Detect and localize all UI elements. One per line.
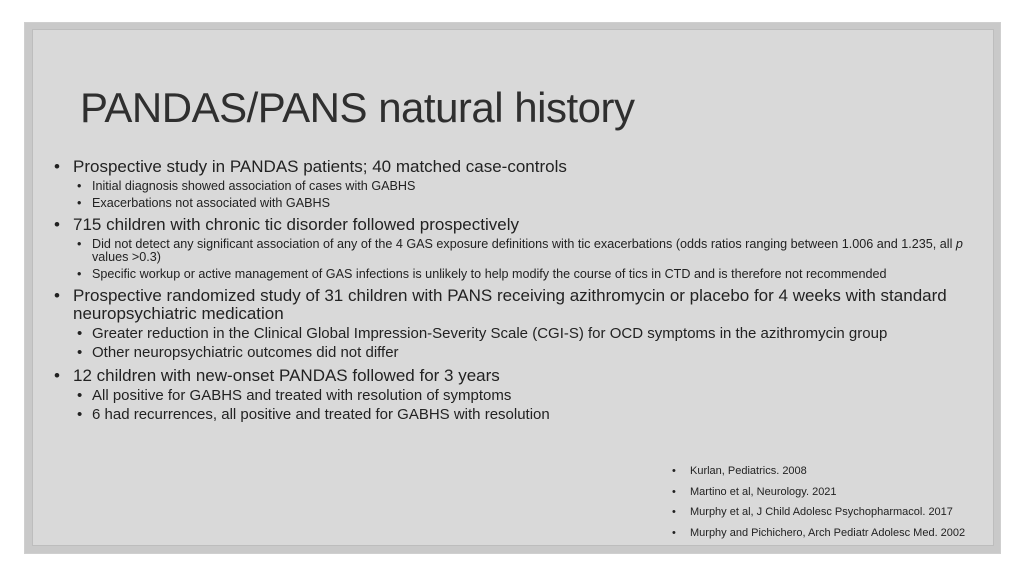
bullet-dot: • <box>54 215 60 234</box>
sub-bullet-text-part: values >0.3) <box>92 250 161 264</box>
sub-bullet-text: Other neuropsychiatric outcomes did not differ <box>92 344 399 361</box>
sub-bullet-text: Exacerbations not associated with GABHS <box>92 196 331 210</box>
sub-bullet-dot: • <box>77 406 83 423</box>
bullet-point-2 <box>54 216 974 234</box>
sub-bullet-text: 6 had recurrences, all positive and treated for GABHS with resolution <box>92 406 550 423</box>
reference-text: Murphy et al, J Child Adolesc Psychopharmacol. 2017 <box>690 506 953 518</box>
sub-bullet-text: Initial diagnosis showed association of cases with GABHS <box>92 179 416 193</box>
sub-bullet-4-1 <box>54 388 974 404</box>
p-value-italic: p <box>955 237 963 251</box>
sub-bullet-3-1 <box>54 326 974 342</box>
sub-bullet-dot: • <box>77 179 82 193</box>
sub-bullet-dot: • <box>77 325 83 342</box>
reference-item <box>670 485 1010 506</box>
sub-bullet-text: Greater reduction in the Clinical Global Impression-Severity Scale (CGI-S) for OCD symptoms in the azithromycin group <box>92 325 888 342</box>
reference-item <box>670 505 1010 526</box>
sub-bullet-1-2 <box>54 197 974 210</box>
reference-item <box>670 464 1010 485</box>
reference-text: Murphy and Pichichero, Arch Pediatr Adolesc Med. 2002 <box>690 526 966 539</box>
sub-bullet-dot: • <box>77 267 82 281</box>
bullet-text: Prospective randomized study of 31 children with PANS receiving azithromycin or placebo for 4 weeks with standard neuropsychiatric medication <box>73 286 947 323</box>
bullet-point-3 <box>54 287 974 323</box>
reference-bullet: • <box>672 485 676 498</box>
reference-bullet: • <box>672 526 676 539</box>
slide-body <box>54 155 974 423</box>
bullet-point-4 <box>54 367 974 385</box>
sub-bullet-2-1 <box>54 238 974 264</box>
sub-bullet-dot: • <box>77 387 83 404</box>
sub-bullet-3-2 <box>54 345 974 361</box>
reference-bullet: • <box>672 506 676 518</box>
sub-bullet-text: Specific workup or active management of GAS infections is unlikely to help modify the course of tics in CTD and is therefore not recommended <box>92 267 887 281</box>
sub-bullet-text <box>92 238 974 264</box>
bullet-text: Prospective study in PANDAS patients; 40 matched case-controls <box>73 157 567 176</box>
bullet-point-1 <box>54 158 974 176</box>
bullet-dot: • <box>54 157 60 176</box>
sub-bullet-2-2 <box>54 268 974 281</box>
sub-bullet-dot: • <box>77 237 82 251</box>
sub-bullet-dot: • <box>77 344 83 361</box>
bullet-text: 12 children with new-onset PANDAS followed for 3 years <box>73 366 500 385</box>
sub-bullet-text-part: Did not detect any significant association of any of the 4 GAS exposure definitions with tic exacerbations (odds ratios ranging between 1.006 and 1.235, all <box>92 237 956 251</box>
reference-text: Kurlan, Pediatrics. 2008 <box>690 465 807 477</box>
sub-bullet-4-2 <box>54 407 974 423</box>
reference-item <box>670 526 1010 547</box>
slide-title: PANDAS/PANS natural history <box>80 84 635 131</box>
reference-text: Martino et al, Neurology. 2021 <box>690 485 837 498</box>
reference-bullet: • <box>672 465 676 477</box>
bullet-dot: • <box>54 286 60 305</box>
sub-bullet-text: All positive for GABHS and treated with resolution of symptoms <box>92 387 512 404</box>
bullet-text: 715 children with chronic tic disorder followed prospectively <box>73 215 519 234</box>
references-list <box>670 464 1010 546</box>
bullet-dot: • <box>54 366 60 385</box>
sub-bullet-1-1 <box>54 180 974 193</box>
sub-bullet-dot: • <box>77 196 82 210</box>
